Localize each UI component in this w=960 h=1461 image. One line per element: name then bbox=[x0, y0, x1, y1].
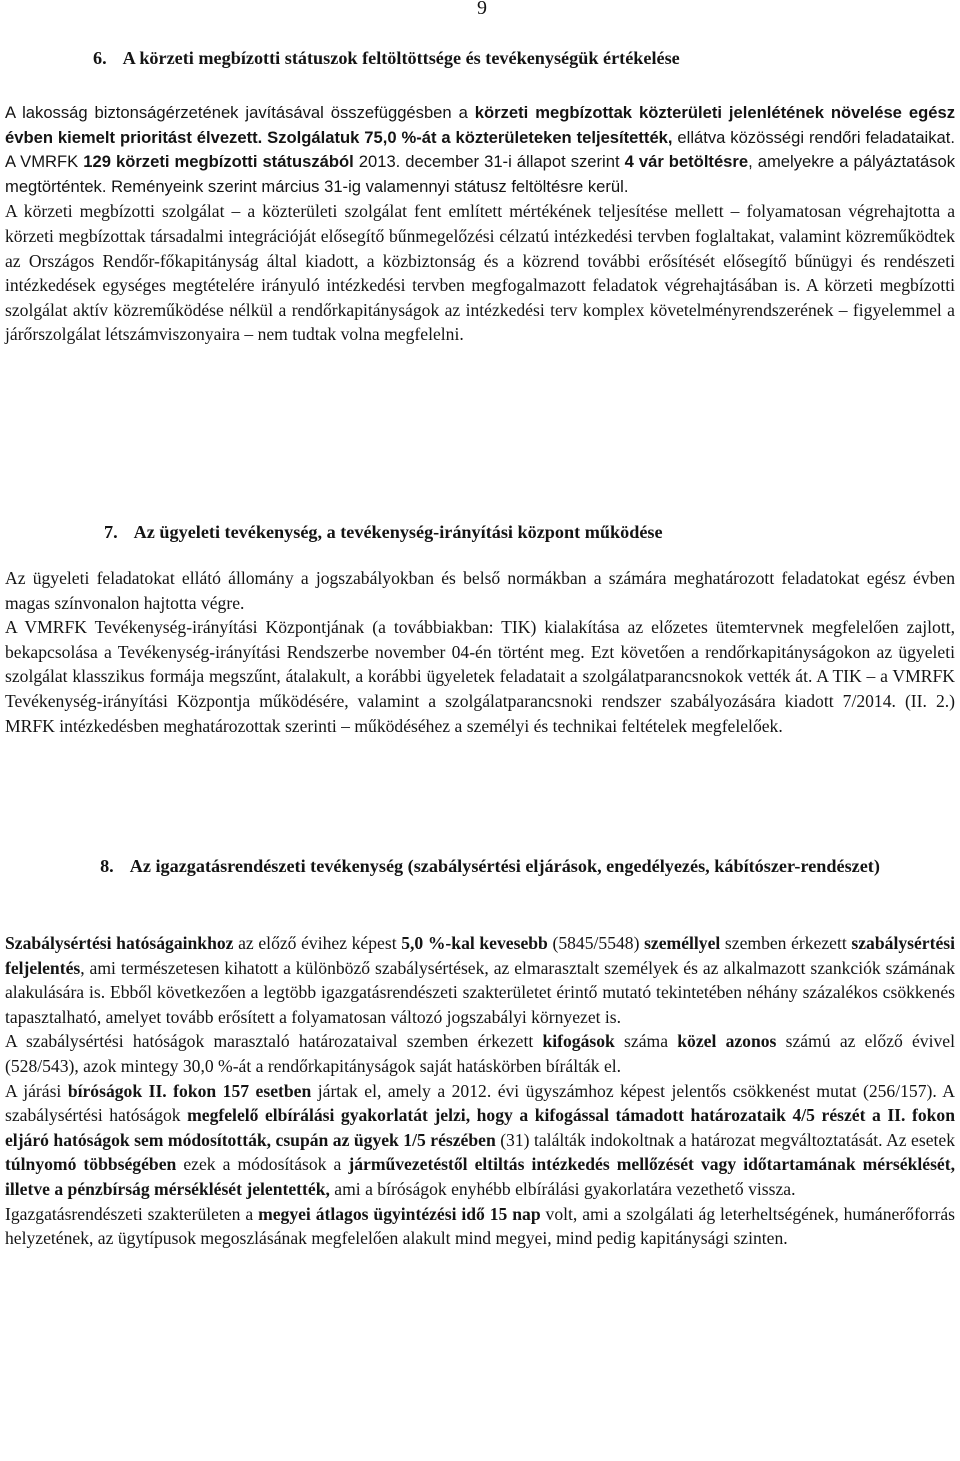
text-run: szemben érkezett bbox=[720, 933, 852, 953]
section-7-body bbox=[5, 566, 955, 738]
text-run: A szabálysértési hatóságok marasztaló határozataival szemben érkezett bbox=[5, 1031, 543, 1052]
section-8-number: 8. bbox=[100, 856, 114, 876]
section-7-paragraph-1: Az ügyeleti feladatokat ellátó állomány a jogszabályokban és belső normákban a számára meghatározott feladatokat egész évben magas színvonalon hajtotta végre. bbox=[5, 568, 955, 613]
text-run-bold: személlyel bbox=[644, 933, 721, 953]
section-6-title: A körzeti megbízotti státuszok feltöltöttsége és tevékenységük értékelése bbox=[122, 48, 680, 68]
page-number: 9 bbox=[477, 0, 487, 19]
section-7-paragraph-2: A VMRFK Tevékenység-irányítási Központjának (a továbbiakban: TIK) kialakítása az előzetes ütemtervnek megfelelően zajlott, bekapcsolása a Tevékenység-irányítási Rendszerbe november 04-én történt meg. Ezt követően a rendőrkapitányságokon az ügyeleti szolgálat klasszikus formája megszűnt, átalakult, a korábbi ügyeletek feladatait a szolgálatparancsnokok vették át. A TIK – a VMRFK Tevékenység-irányítási Központja működésére, valamint a szolgálatparancsnoki rendszer szabályozására kiadott 7/2014. (II. 2.) MRFK intézkedésben meghatározottak szerinti – működéséhez a személyi és technikai feltételek megfelelőek. bbox=[5, 617, 955, 736]
text-run: ezek a módosítások a bbox=[176, 1154, 349, 1175]
section-8-heading bbox=[20, 854, 960, 878]
text-run-bold: szabálysértési feljelentés bbox=[5, 933, 955, 978]
text-run-bold: megfelelő elbírálási gyakorlatát jelzi, hogy a kifogással támadott határozataik 4/5 részét a II. fokon eljáró hatóságok sem módosították, csupán az ügyek 1/5 részében bbox=[5, 1105, 955, 1150]
text-run: Igazgatásrendészeti szakterületen a bbox=[5, 1203, 259, 1224]
text-run: , amelyekre a pályáztatások megtörténtek. Reményeink szerint március 31-ig valamennyi státusz feltöltésre kerül. bbox=[5, 152, 956, 196]
text-run-bold: bíróságok II. fokon 157 esetben bbox=[67, 1080, 312, 1101]
text-run-bold: megyei átlagos ügyintézési idő 15 nap bbox=[258, 1203, 541, 1224]
text-run: jártak el, amely a 2012. évi ügyszámhoz képest jelentős csökkenést mutat (256/157). A szabálysértési hatóságok bbox=[5, 1080, 955, 1126]
text-run-bold: 129 körzeti megbízotti státuszából bbox=[83, 152, 354, 172]
section-8-paragraph-1 bbox=[5, 931, 955, 1029]
section-7-title: Az ügyeleti tevékenység, a tevékenység-irányítási központ működése bbox=[133, 522, 663, 542]
text-run: A lakosság biztonságérzetének javításával összefüggésben a bbox=[5, 103, 475, 122]
text-run: ami a bíróságok enyhébb elbírálási gyakorlatára vezethető vissza. bbox=[329, 1178, 796, 1199]
section-6-body bbox=[5, 101, 955, 347]
section-6-paragraph-1 bbox=[5, 101, 955, 199]
text-run: száma bbox=[614, 1031, 678, 1052]
text-run-bold: túlnyomó többségében bbox=[5, 1154, 177, 1175]
section-8-paragraph-2 bbox=[5, 1029, 955, 1078]
text-run-bold: 5,0 %-kal kevesebb bbox=[401, 933, 548, 953]
section-8-paragraph-3 bbox=[5, 1079, 955, 1202]
text-run: az előző évihez képest bbox=[233, 933, 402, 953]
text-run: (5845/5548) bbox=[547, 933, 645, 953]
section-8-paragraph-4 bbox=[5, 1202, 955, 1251]
text-run-bold: közel azonos bbox=[677, 1031, 777, 1052]
text-run: 2013. december 31-i állapot szerint bbox=[353, 152, 625, 172]
text-run: (31) találták indokoltnak a határozat megváltoztatását. Az esetek bbox=[495, 1129, 956, 1150]
text-run-bold: Szabálysértési hatóságainkhoz bbox=[5, 933, 234, 953]
section-7-number: 7. bbox=[104, 522, 118, 542]
text-run-bold: járművezetéstől eltiltás intézkedés mellőzését vagy időtartamának mérséklését, illetve a pénzbírság mérséklését jelentették, bbox=[5, 1154, 955, 1199]
section-6-heading bbox=[93, 46, 680, 70]
text-run-bold: körzeti megbízottak közterületi jelenlétének növelése egész évben kiemelt prioritást élvezett. bbox=[5, 103, 955, 147]
text-run: számú az előző évivel (528/543), azok mintegy 30,0 %-át a rendőrkapitányságok saját hatáskörben bírálták el. bbox=[5, 1031, 955, 1076]
text-run-bold: 4 vár betöltésre bbox=[624, 152, 749, 172]
section-6-paragraph-2: A körzeti megbízotti szolgálat – a közterületi szolgálat fent említett mértékének teljesítése mellett – folyamatosan végrehajtotta a körzeti megbízottak társadalmi integrációját elősegítő bűnmegelőzési célzatú intézkedési tervben foglaltakat, valamint közreműködtek az Országos Rendőr-főkapitányság által kiadott, a közbiztonság és a közrend további erősítését elősegítő bűnügyi és rendészeti intézkedések egységes megtételére irányuló intézkedési tervben megfogalmazott feladatok végrehajtásában is. A körzeti megbízotti szolgálat aktív közreműködése nélkül a rendőrkapitányságok az intézkedési terv komplex követelményrendszerének – figyelemmel a járőrszolgálat létszámviszonyaira – nem tudtak volna megfelelni. bbox=[5, 201, 955, 345]
section-6-number: 6. bbox=[93, 48, 107, 68]
section-7-heading bbox=[104, 520, 663, 544]
text-run: ellátva közösségi rendőri feladataikat. A VMRFK bbox=[5, 127, 955, 172]
text-run: , ami természetesen kihatott a különböző szabálysértések, az elmarasztalt személyek és az alkalmazott szankciók számának alakulására is. Ebből következően a legtöbb igazgatásrendészeti szakterületet érintő mutató tekintetében néhány százalékos csökkenés tapasztalható, amelyet tovább erősített a folyamatosan változó jogszabályi környezet is. bbox=[5, 957, 955, 1027]
text-run: volt, ami a szolgálati ág leterheltségének, humánerőforrás helyzetének, az ügytípusok megoszlásának megfelelően alakult mind megyei, mind pedig kapitánysági szinten. bbox=[5, 1203, 956, 1249]
text-run: A járási bbox=[5, 1080, 68, 1101]
text-run-bold: kifogások bbox=[542, 1031, 615, 1052]
section-8-title: Az igazgatásrendészeti tevékenység (szabálysértési eljárások, engedélyezés, kábítószer-rendészet) bbox=[129, 856, 880, 876]
text-run-bold: Szolgálatuk 75,0 %-át a közterületeken teljesítették, bbox=[262, 127, 673, 147]
section-8-body bbox=[5, 931, 955, 1251]
